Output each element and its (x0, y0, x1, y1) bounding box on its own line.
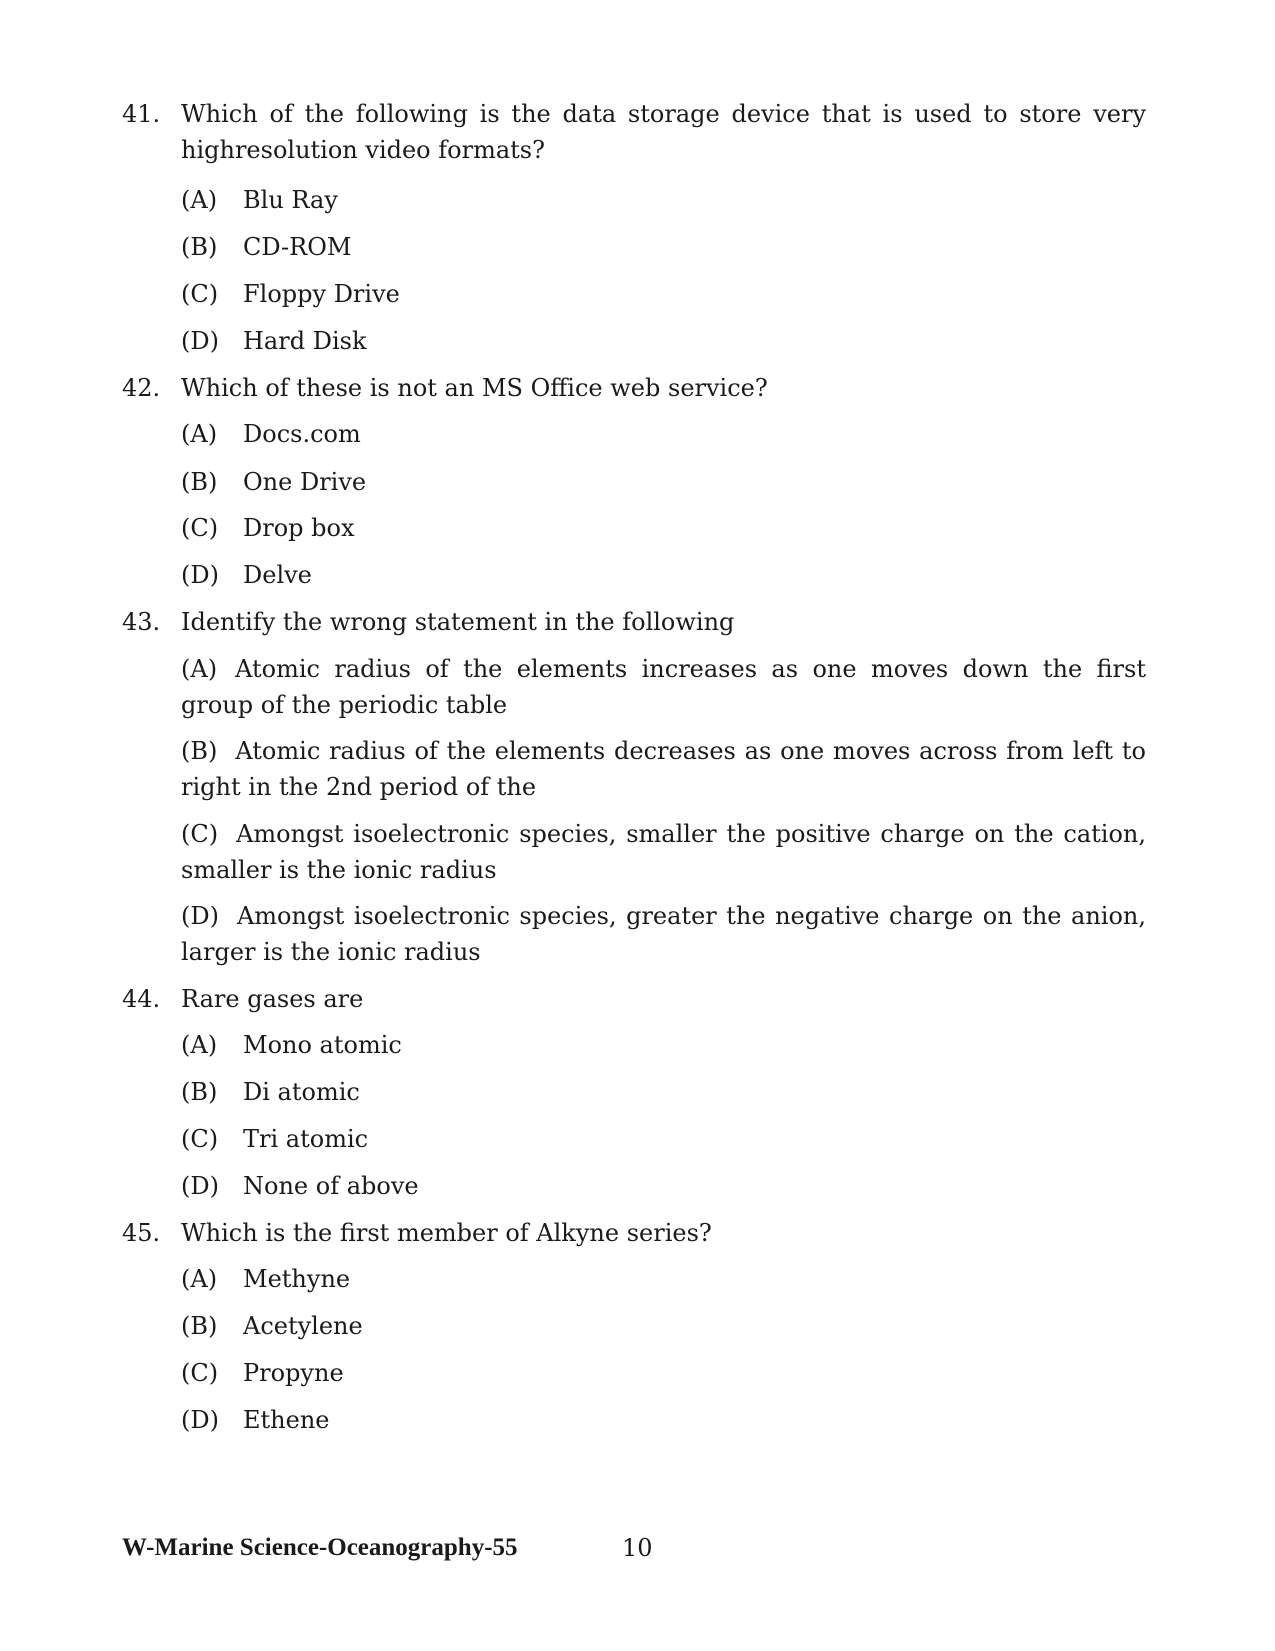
option-label: (A) (181, 1031, 218, 1059)
option-label: (B) (181, 1312, 218, 1340)
question-text: Rare gases are (181, 985, 364, 1013)
footer-paper-code: W-Marine Science-Oceanography-55 (122, 1534, 518, 1561)
option-text: One Drive (243, 468, 367, 496)
option-item (181, 816, 1146, 888)
option-label: (D) (181, 561, 219, 589)
option-text: Amongst isoelectronic species, greater the negative charge on the anion, larger is the ionic radius (181, 902, 1146, 966)
option-label: (C) (181, 1125, 219, 1153)
question-text: Which is the first member of Alkyne series? (181, 1219, 712, 1247)
footer-page-number: 10 (622, 1534, 653, 1562)
option-text: Ethene (243, 1406, 330, 1434)
option-item (181, 733, 1146, 805)
option-text: Mono atomic (243, 1031, 402, 1059)
option-label: (D) (181, 1172, 219, 1200)
option-text: Acetylene (243, 1312, 363, 1340)
option-text: Amongst isoelectronic species, smaller the positive charge on the cation, smaller is the ionic radius (181, 820, 1146, 884)
option-text: Atomic radius of the elements increases as one moves down the first group of the periodic table (181, 655, 1146, 719)
option-label: (A) (181, 420, 218, 448)
question-number: 44. (122, 985, 161, 1013)
option-text: Di atomic (243, 1078, 360, 1106)
option-text: Atomic radius of the elements decreases as one moves across from left to right in the 2nd period of the (181, 737, 1146, 801)
option-text: Methyne (243, 1265, 351, 1293)
option-text: Drop box (243, 514, 355, 542)
option-label: (B) (181, 1078, 218, 1106)
option-text: CD-ROM (243, 233, 352, 261)
question-number: 42. (122, 374, 161, 402)
option-label: (A) (181, 1265, 218, 1293)
option-label: (D) (181, 902, 219, 930)
option-text: Blu Ray (243, 186, 338, 214)
question-number: 45. (122, 1219, 161, 1247)
option-item (181, 898, 1146, 970)
option-label: (B) (181, 233, 218, 261)
question-text: Which of these is not an MS Office web service? (181, 374, 768, 402)
option-text: Hard Disk (243, 327, 367, 355)
question-number: 43. (122, 608, 161, 636)
option-label: (D) (181, 327, 219, 355)
option-label: (B) (181, 737, 218, 765)
option-label: (B) (181, 468, 218, 496)
question-number: 41. (122, 100, 161, 128)
option-text: Propyne (243, 1359, 344, 1387)
question-text: Identify the wrong statement in the following (181, 608, 735, 636)
option-label: (C) (181, 514, 219, 542)
option-text: Delve (243, 561, 312, 589)
option-label: (A) (181, 186, 218, 214)
option-text: Floppy Drive (243, 280, 400, 308)
option-label: (C) (181, 1359, 219, 1387)
question-text: Which of the following is the data storage device that is used to store very highresolution video formats? (181, 100, 1146, 164)
option-label: (C) (181, 820, 219, 848)
option-text: Tri atomic (243, 1125, 369, 1153)
option-label: (D) (181, 1406, 219, 1434)
option-item (181, 651, 1146, 723)
option-label: (A) (181, 655, 218, 683)
option-label: (C) (181, 280, 219, 308)
option-text: Docs.com (243, 420, 361, 448)
option-text: None of above (243, 1172, 419, 1200)
